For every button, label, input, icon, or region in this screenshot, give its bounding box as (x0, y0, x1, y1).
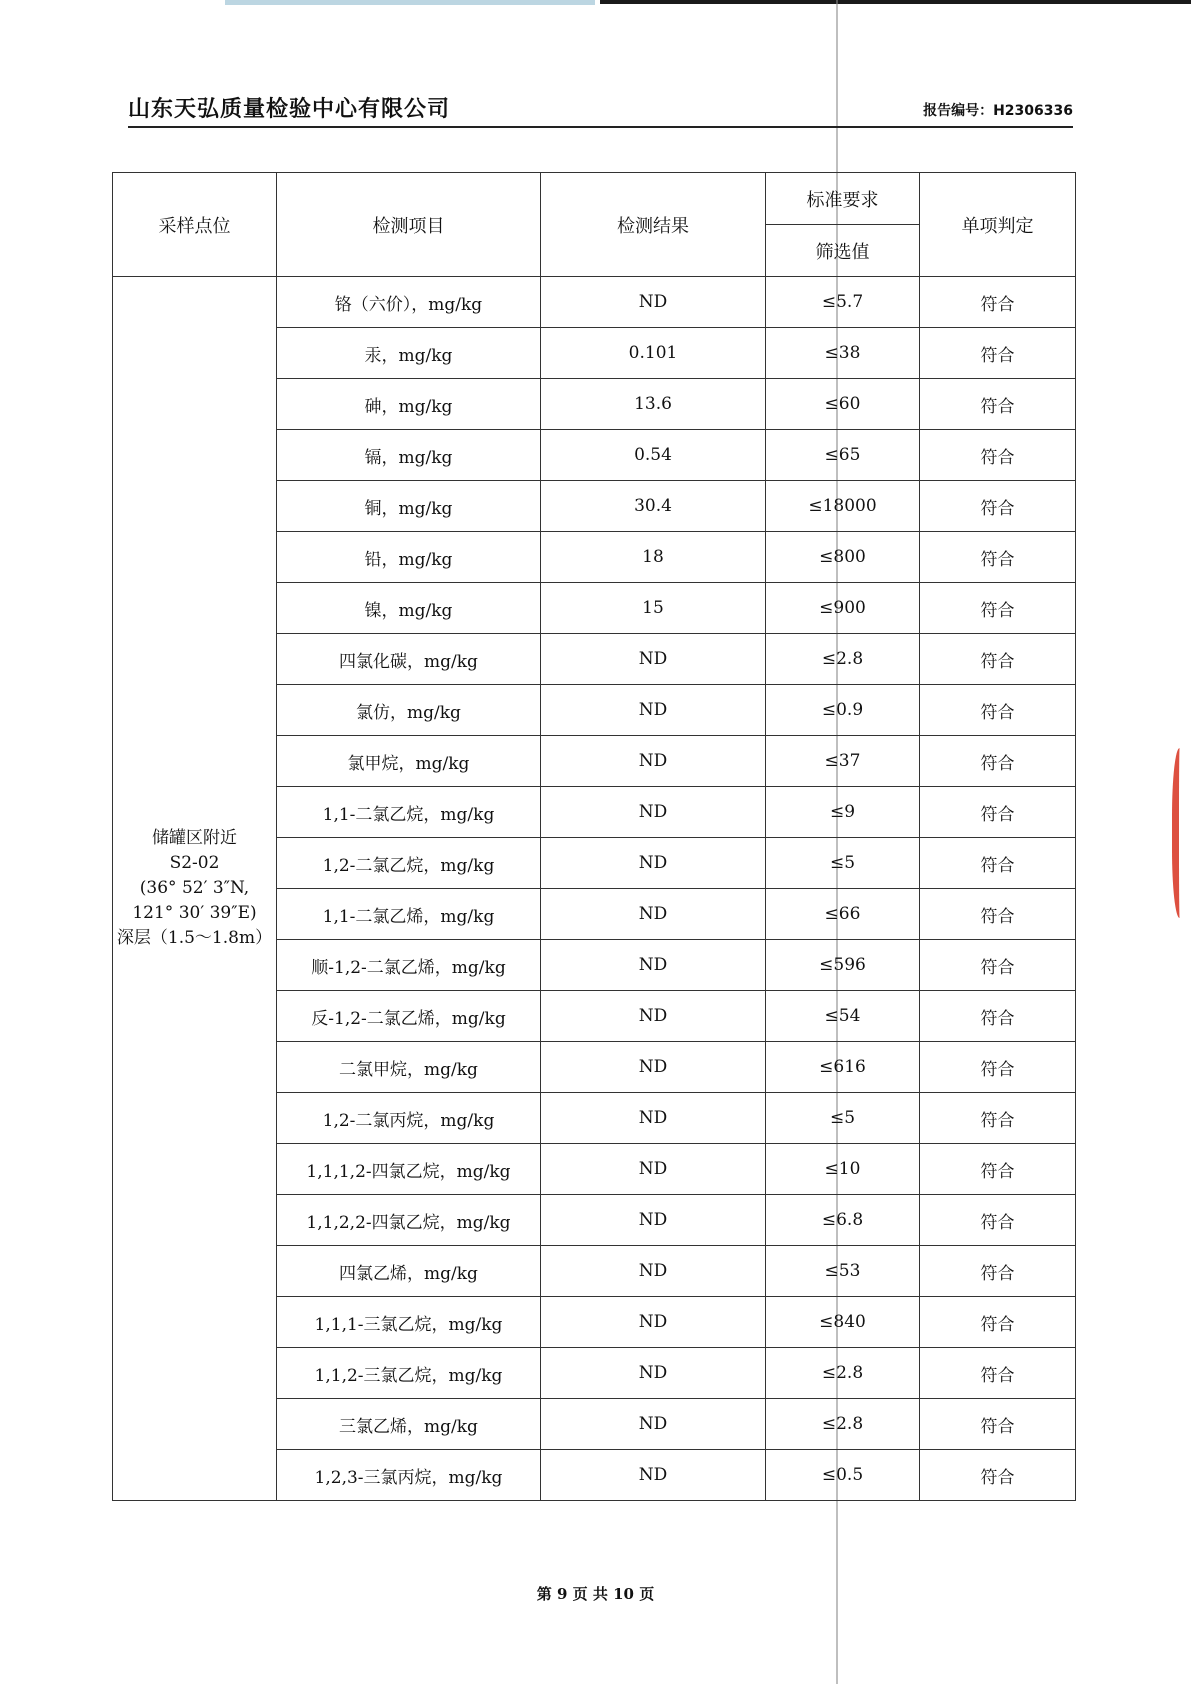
test-item-cell: 1,1,2-三氯乙烷，mg/kg (277, 1348, 541, 1399)
test-item-cell: 1,2-二氯丙烷，mg/kg (277, 1093, 541, 1144)
test-item-cell: 三氯乙烯，mg/kg (277, 1399, 541, 1450)
test-item-cell: 1,1,1-三氯乙烷，mg/kg (277, 1297, 541, 1348)
seal-stamp-edge (1172, 748, 1191, 918)
report-number: 报告编号：H2306336 (923, 103, 1073, 119)
sampling-site-cell (113, 277, 277, 1501)
screening-value-cell: ≤0.5 (766, 1450, 920, 1501)
header-site: 采样点位 (113, 173, 277, 277)
test-item-cell: 1,1,2,2-四氯乙烷，mg/kg (277, 1195, 541, 1246)
screening-value-cell: ≤10 (766, 1144, 920, 1195)
screening-value-cell: ≤900 (766, 583, 920, 634)
test-result-cell: ND (541, 1297, 766, 1348)
header-screening: 筛选值 (766, 225, 920, 277)
screening-value-cell: ≤5 (766, 838, 920, 889)
screening-value-cell: ≤800 (766, 532, 920, 583)
test-result-cell: ND (541, 1195, 766, 1246)
header-standard: 标准要求 (766, 173, 920, 225)
sampling-site-line4: 121° 30′ 39″E) (132, 903, 257, 923)
company-name: 山东天弘质量检验中心有限公司 (128, 97, 451, 122)
screening-value-cell: ≤60 (766, 379, 920, 430)
judgement-cell: 符合 (920, 1144, 1076, 1195)
judgement-cell: 符合 (920, 1195, 1076, 1246)
test-item-cell: 砷，mg/kg (277, 379, 541, 430)
screening-value-cell: ≤2.8 (766, 1348, 920, 1399)
test-item-cell: 镉，mg/kg (277, 430, 541, 481)
test-item-cell: 汞，mg/kg (277, 328, 541, 379)
sampling-site-line1: 储罐区附近 (152, 828, 237, 848)
judgement-cell: 符合 (920, 838, 1076, 889)
screening-value-cell: ≤9 (766, 787, 920, 838)
judgement-cell: 符合 (920, 277, 1076, 328)
header-judgement: 单项判定 (920, 173, 1076, 277)
test-result-cell: ND (541, 1144, 766, 1195)
screening-value-cell: ≤18000 (766, 481, 920, 532)
screening-value-cell: ≤616 (766, 1042, 920, 1093)
test-item-cell: 铬（六价），mg/kg (277, 277, 541, 328)
test-item-cell: 1,2-二氯乙烷，mg/kg (277, 838, 541, 889)
results-table (112, 172, 1076, 1501)
judgement-cell: 符合 (920, 1450, 1076, 1501)
test-item-cell: 氯仿，mg/kg (277, 685, 541, 736)
screening-value-cell: ≤5.7 (766, 277, 920, 328)
test-result-cell: 15 (541, 583, 766, 634)
test-item-cell: 四氯化碳，mg/kg (277, 634, 541, 685)
test-result-cell: ND (541, 1246, 766, 1297)
screening-value-cell: ≤840 (766, 1297, 920, 1348)
screening-value-cell: ≤53 (766, 1246, 920, 1297)
test-result-cell: ND (541, 838, 766, 889)
sampling-site-line2: S2-02 (169, 853, 220, 873)
header-item: 检测项目 (277, 173, 541, 277)
screening-value-cell: ≤0.9 (766, 685, 920, 736)
test-result-cell: ND (541, 1042, 766, 1093)
sampling-site-line5: 深层（1.5～1.8m） (116, 928, 273, 948)
page-footer: 第 9 页 共 10 页 (536, 1585, 655, 1603)
judgement-cell: 符合 (920, 328, 1076, 379)
judgement-cell: 符合 (920, 634, 1076, 685)
test-item-cell: 二氯甲烷，mg/kg (277, 1042, 541, 1093)
test-result-cell: ND (541, 940, 766, 991)
scan-edge-top-right (600, 0, 1191, 4)
judgement-cell: 符合 (920, 481, 1076, 532)
judgement-cell: 符合 (920, 1093, 1076, 1144)
screening-value-cell: ≤38 (766, 328, 920, 379)
screening-value-cell: ≤66 (766, 889, 920, 940)
screening-value-cell: ≤37 (766, 736, 920, 787)
test-item-cell: 1,1,1,2-四氯乙烷，mg/kg (277, 1144, 541, 1195)
test-result-cell: 30.4 (541, 481, 766, 532)
test-result-cell: ND (541, 685, 766, 736)
judgement-cell: 符合 (920, 889, 1076, 940)
test-item-cell: 镍，mg/kg (277, 583, 541, 634)
test-result-cell: ND (541, 1399, 766, 1450)
screening-value-cell: ≤2.8 (766, 1399, 920, 1450)
screening-value-cell: ≤2.8 (766, 634, 920, 685)
screening-value-cell: ≤65 (766, 430, 920, 481)
test-result-cell: ND (541, 277, 766, 328)
screening-value-cell: ≤6.8 (766, 1195, 920, 1246)
judgement-cell: 符合 (920, 991, 1076, 1042)
judgement-cell: 符合 (920, 1399, 1076, 1450)
screening-value-cell: ≤54 (766, 991, 920, 1042)
test-result-cell: 0.101 (541, 328, 766, 379)
test-result-cell: ND (541, 787, 766, 838)
judgement-cell: 符合 (920, 1042, 1076, 1093)
judgement-cell: 符合 (920, 532, 1076, 583)
test-item-cell: 铜，mg/kg (277, 481, 541, 532)
judgement-cell: 符合 (920, 1297, 1076, 1348)
test-result-cell: ND (541, 634, 766, 685)
header-result: 检测结果 (541, 173, 766, 277)
judgement-cell: 符合 (920, 787, 1076, 838)
page-header (128, 92, 1073, 128)
screening-value-cell: ≤5 (766, 1093, 920, 1144)
screening-value-cell: ≤596 (766, 940, 920, 991)
scan-edge-top-left (225, 0, 595, 5)
test-item-cell: 四氯乙烯，mg/kg (277, 1246, 541, 1297)
test-result-cell: ND (541, 1450, 766, 1501)
judgement-cell: 符合 (920, 1246, 1076, 1297)
test-item-cell: 铅，mg/kg (277, 532, 541, 583)
sampling-site-line3: (36° 52′ 3″N, (139, 878, 250, 898)
judgement-cell: 符合 (920, 1348, 1076, 1399)
judgement-cell: 符合 (920, 379, 1076, 430)
test-item-cell: 1,1-二氯乙烷，mg/kg (277, 787, 541, 838)
test-result-cell: 18 (541, 532, 766, 583)
judgement-cell: 符合 (920, 583, 1076, 634)
test-item-cell: 1,2,3-三氯丙烷，mg/kg (277, 1450, 541, 1501)
test-result-cell: ND (541, 1348, 766, 1399)
judgement-cell: 符合 (920, 736, 1076, 787)
test-result-cell: 13.6 (541, 379, 766, 430)
judgement-cell: 符合 (920, 940, 1076, 991)
test-item-cell: 反-1,2-二氯乙烯，mg/kg (277, 991, 541, 1042)
table-body (113, 277, 1076, 1501)
test-result-cell: ND (541, 1093, 766, 1144)
test-result-cell: ND (541, 991, 766, 1042)
test-item-cell: 1,1-二氯乙烯，mg/kg (277, 889, 541, 940)
test-item-cell: 顺-1,2-二氯乙烯，mg/kg (277, 940, 541, 991)
table-header-row (113, 173, 1076, 225)
test-result-cell: ND (541, 889, 766, 940)
test-result-cell: ND (541, 736, 766, 787)
test-item-cell: 氯甲烷，mg/kg (277, 736, 541, 787)
judgement-cell: 符合 (920, 430, 1076, 481)
test-result-cell: 0.54 (541, 430, 766, 481)
table-row (113, 277, 1076, 328)
judgement-cell: 符合 (920, 685, 1076, 736)
